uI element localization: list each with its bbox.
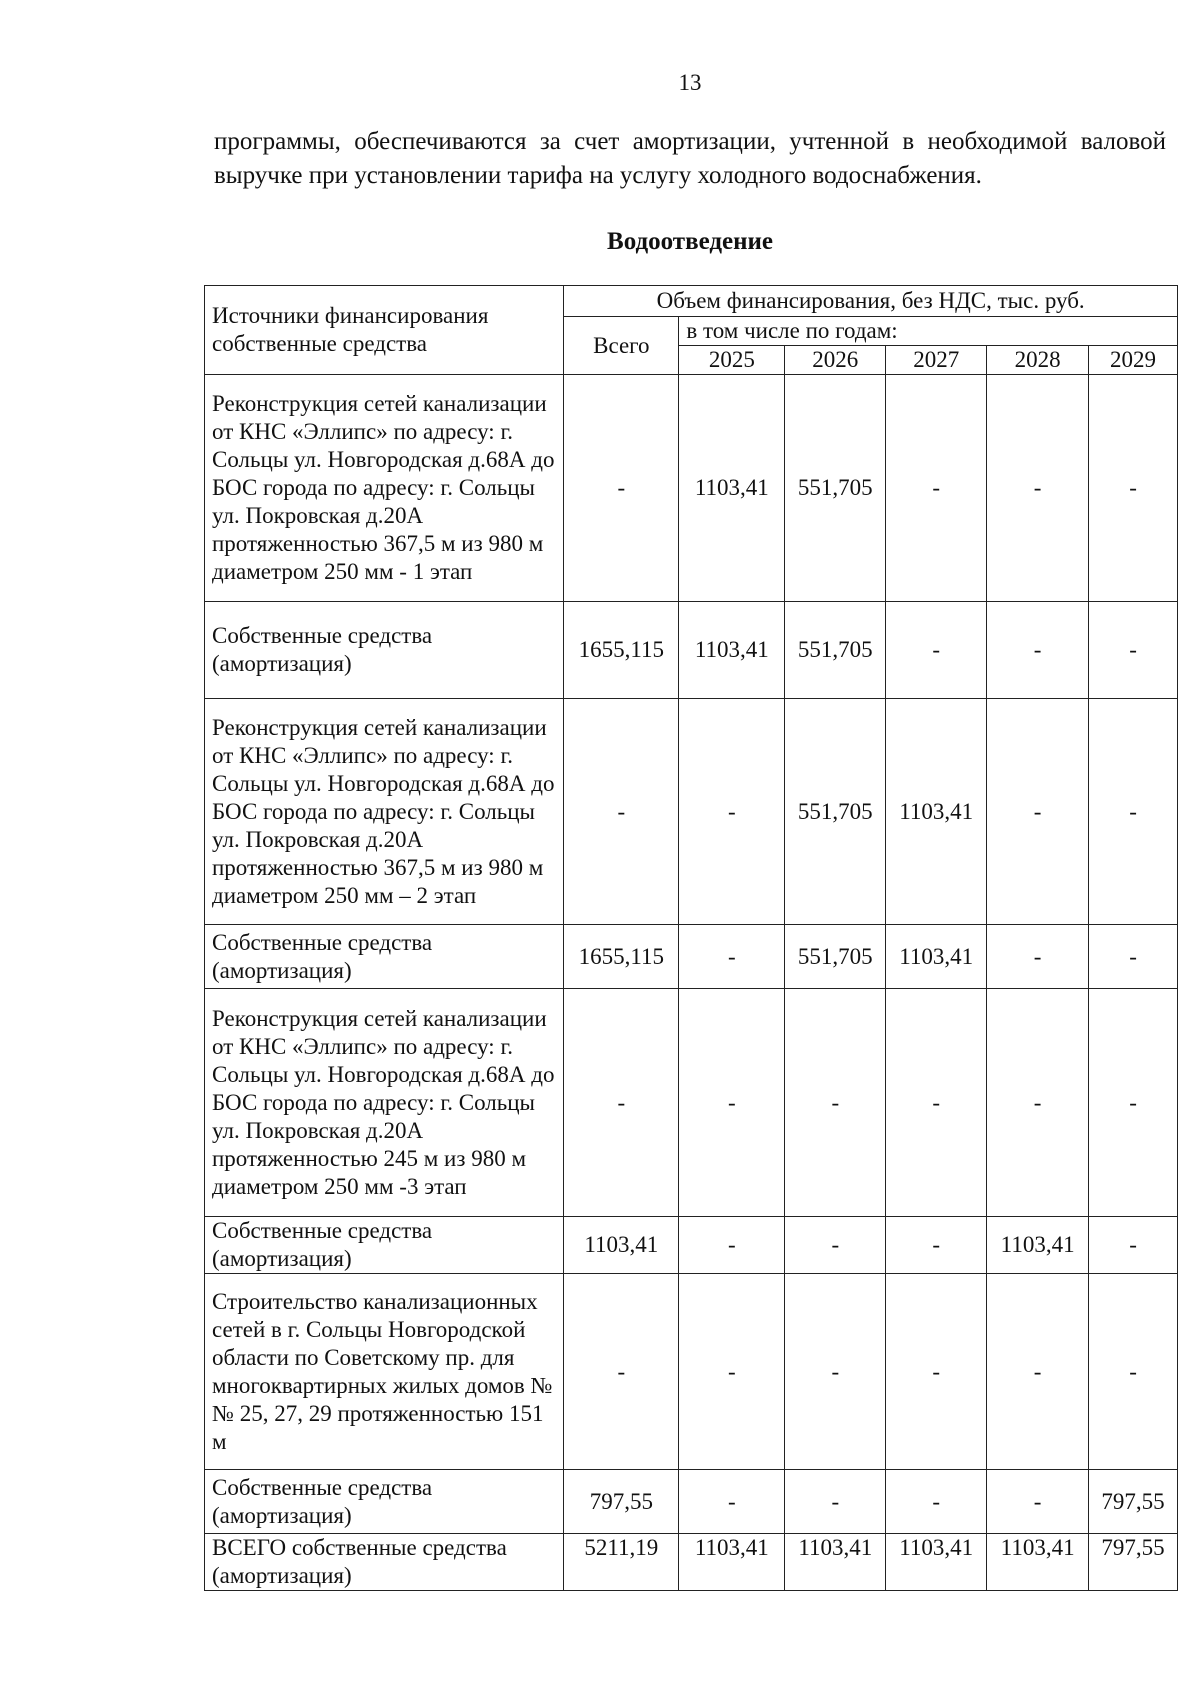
year-value: - <box>1089 602 1178 699</box>
year-value: - <box>785 1217 886 1274</box>
funding-source-name: Собственные средства (амортизация) <box>205 602 564 699</box>
project-name: Реконструкция сетей канализации от КНС «Эллипс» по адресу: г. Сольцы ул. Новгородская д.68А до БОС города по адресу: г. Сольцы ул. Покровская д.20А протяженностью 367,5 м из 980 м диаметром 250 мм – 2 этап <box>205 699 564 925</box>
table-row <box>205 1217 1178 1274</box>
year-value: - <box>679 989 785 1217</box>
year-value: - <box>1089 989 1178 1217</box>
year-value: 551,705 <box>785 699 886 925</box>
year-value: - <box>886 1470 987 1534</box>
year-value: 1103,41 <box>987 1217 1089 1274</box>
year-value: - <box>679 1470 785 1534</box>
year-value: - <box>886 1217 987 1274</box>
header-year: 2028 <box>987 346 1089 375</box>
year-value: 1103,41 <box>886 699 987 925</box>
year-value: - <box>987 925 1089 989</box>
year-value: 551,705 <box>785 925 886 989</box>
year-value: - <box>785 1274 886 1470</box>
table-row <box>205 699 1178 925</box>
year-total: 797,55 <box>1089 1534 1178 1591</box>
table-row <box>205 375 1178 602</box>
year-value: - <box>987 1470 1089 1534</box>
year-value: - <box>886 602 987 699</box>
header-source: Источники финансирования собственные средства <box>205 286 564 375</box>
year-total: 1103,41 <box>679 1534 785 1591</box>
total-row-name: ВСЕГО собственные средства (амортизация) <box>205 1534 564 1591</box>
year-value: - <box>886 375 987 602</box>
table-row <box>205 989 1178 1217</box>
row-total: 1655,115 <box>564 602 679 699</box>
year-value: - <box>679 925 785 989</box>
header-volume: Объем финансирования, без НДС, тыс. руб. <box>564 286 1178 317</box>
header-year: 2029 <box>1089 346 1178 375</box>
page-number: 13 <box>678 70 702 95</box>
row-total: - <box>564 1274 679 1470</box>
year-value: - <box>1089 375 1178 602</box>
year-value: - <box>679 1217 785 1274</box>
year-value: 1103,41 <box>679 602 785 699</box>
year-total: 1103,41 <box>987 1534 1089 1591</box>
year-value: - <box>785 1470 886 1534</box>
intro-paragraph: программы, обеспечиваются за счет амортизации, учтенной в необходимой валовой выручке при установлении тарифа на услугу холодного водоснабжения. <box>214 128 1166 189</box>
financing-table <box>204 285 1178 1591</box>
year-value: - <box>785 989 886 1217</box>
row-total: - <box>564 375 679 602</box>
row-total: - <box>564 699 679 925</box>
header-by-years: в том числе по годам: <box>679 317 1178 346</box>
row-total: 1655,115 <box>564 925 679 989</box>
row-total: 797,55 <box>564 1470 679 1534</box>
header-year: 2026 <box>785 346 886 375</box>
year-value: - <box>679 1274 785 1470</box>
funding-source-name: Собственные средства (амортизация) <box>205 925 564 989</box>
table-row <box>205 602 1178 699</box>
row-total: 1103,41 <box>564 1217 679 1274</box>
header-year: 2027 <box>886 346 987 375</box>
year-value: - <box>1089 1217 1178 1274</box>
year-value: - <box>679 699 785 925</box>
year-value: 797,55 <box>1089 1470 1178 1534</box>
year-value: - <box>987 602 1089 699</box>
total-row <box>205 1534 1178 1591</box>
year-value: - <box>987 1274 1089 1470</box>
year-value: - <box>987 699 1089 925</box>
section-title: Водоотведение <box>607 228 773 255</box>
year-value: - <box>1089 699 1178 925</box>
row-total: - <box>564 989 679 1217</box>
year-value: - <box>886 989 987 1217</box>
project-name: Реконструкция сетей канализации от КНС «Эллипс» по адресу: г. Сольцы ул. Новгородская д.68А до БОС города по адресу: г. Сольцы ул. Покровская д.20А протяженностью 367,5 м из 980 м диаметром 250 мм - 1 этап <box>205 375 564 602</box>
header-total: Всего <box>564 317 679 375</box>
year-total: 1103,41 <box>785 1534 886 1591</box>
table-row <box>205 1470 1178 1534</box>
year-value: - <box>987 989 1089 1217</box>
header-year: 2025 <box>679 346 785 375</box>
table-row <box>205 1274 1178 1470</box>
year-value: 551,705 <box>785 602 886 699</box>
funding-source-name: Собственные средства (амортизация) <box>205 1470 564 1534</box>
project-name: Строительство канализационных сетей в г. Сольцы Новгородской области по Советскому пр. для многоквартирных жилых домов №№ 25, 27, 29 протяженностью 151 м <box>205 1274 564 1470</box>
project-name: Реконструкция сетей канализации от КНС «Эллипс» по адресу: г. Сольцы ул. Новгородская д.68А до БОС города по адресу: г. Сольцы ул. Покровская д.20А протяженностью 245 м из 980 м диаметром 250 мм -3 этап <box>205 989 564 1217</box>
table-row <box>205 925 1178 989</box>
year-value: - <box>1089 925 1178 989</box>
year-value: 1103,41 <box>886 925 987 989</box>
year-value: 1103,41 <box>679 375 785 602</box>
year-value: - <box>886 1274 987 1470</box>
funding-source-name: Собственные средства (амортизация) <box>205 1217 564 1274</box>
grand-total: 5211,19 <box>564 1534 679 1591</box>
year-value: 551,705 <box>785 375 886 602</box>
year-total: 1103,41 <box>886 1534 987 1591</box>
year-value: - <box>987 375 1089 602</box>
year-value: - <box>1089 1274 1178 1470</box>
